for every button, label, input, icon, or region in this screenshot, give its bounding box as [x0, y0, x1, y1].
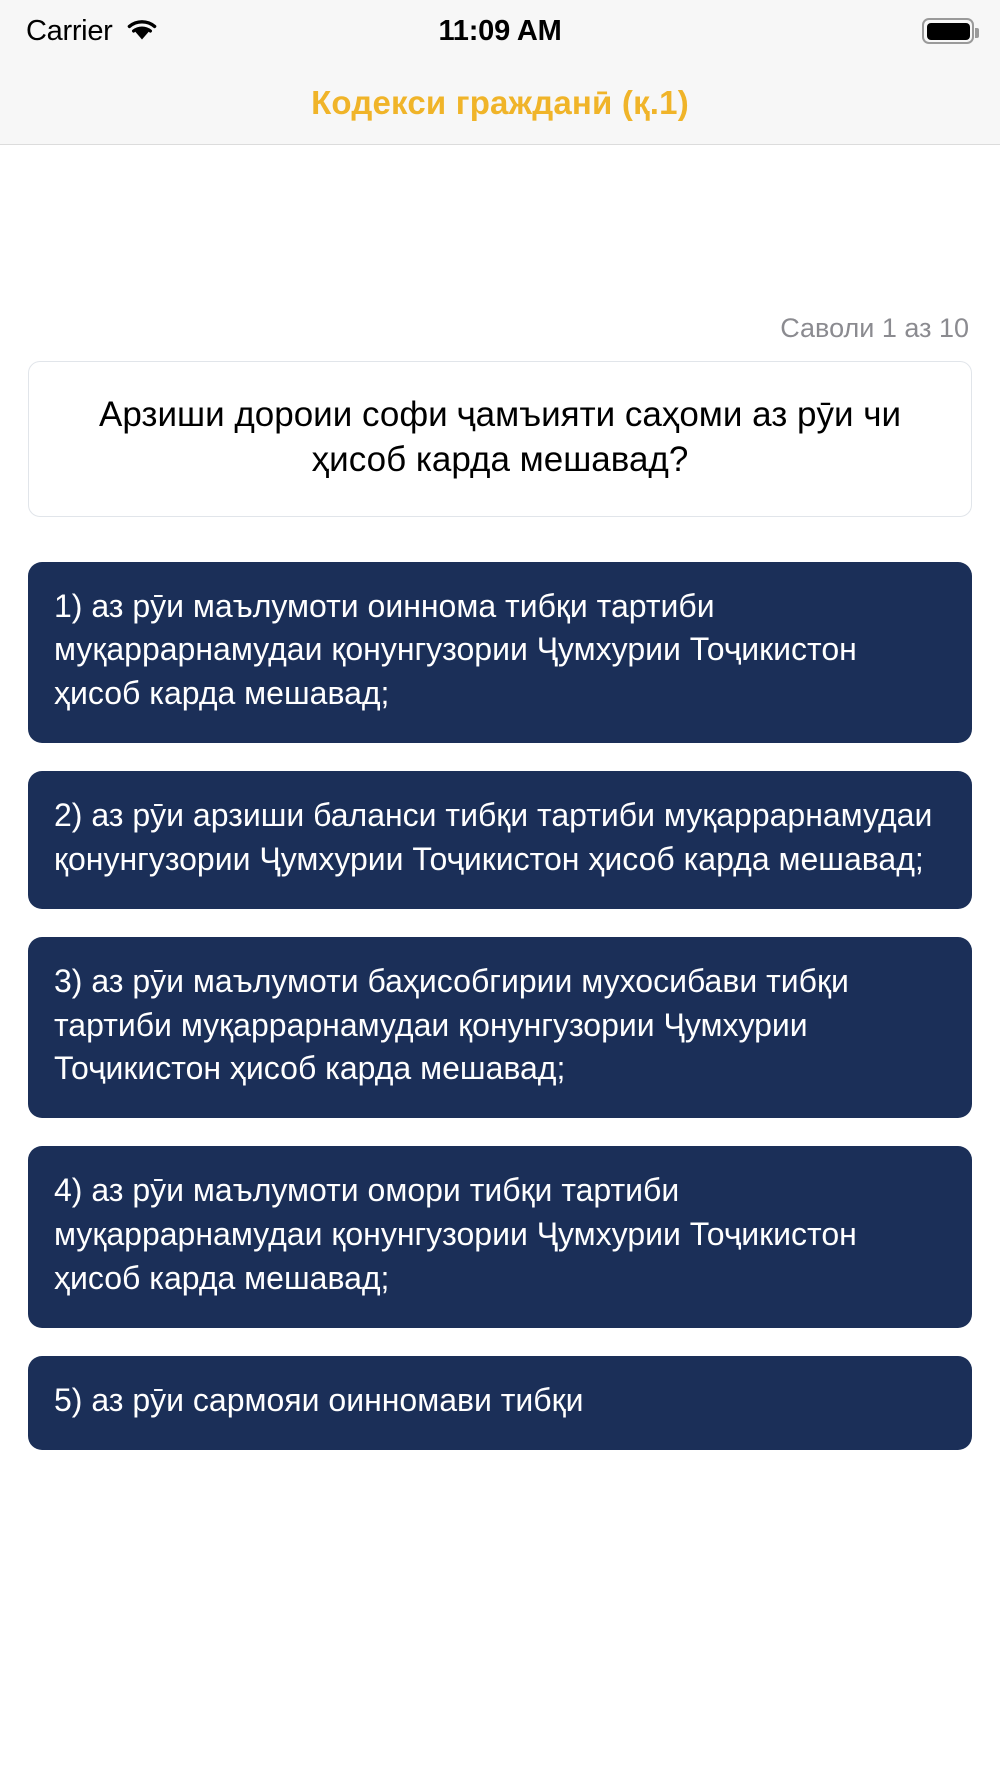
carrier-label: Carrier: [26, 14, 113, 47]
status-bar: [0, 0, 1000, 62]
battery-fill: [927, 23, 970, 40]
navigation-bar: [0, 62, 1000, 145]
answer-option-4[interactable]: 4) аз рӯи маълумоти омори тибқи тартиби муқаррарнамудаи қонунгузории Ҷумхурии Тоҷикистон ҳисоб карда мешавад;: [28, 1146, 972, 1327]
status-time: 11:09 AM: [438, 14, 562, 47]
question-card: [28, 361, 972, 517]
status-bar-left: [26, 15, 159, 48]
quiz-content: [0, 145, 1000, 1778]
answer-option-5[interactable]: 5) аз рӯи сармояи оинномави тибқи: [28, 1356, 972, 1450]
status-bar-right: [922, 18, 974, 44]
answer-option-3[interactable]: 3) аз рӯи маълумоти баҳисобгирии мухосибави тибқи тартиби муқаррарнамудаи қонунгузории Ҷумхурии Тоҷикистон ҳисоб карда мешавад;: [28, 937, 972, 1118]
answer-list: [28, 562, 972, 1450]
question-counter: Саволи 1 аз 10: [780, 313, 969, 343]
page-title: Кодекси гражданӣ (қ.1): [311, 84, 689, 121]
answer-option-1[interactable]: 1) аз рӯи маълумоти оиннома тибқи тартиби муқаррарнамудаи қонунгузории Ҷумхурии Тоҷикистон ҳисоб карда мешавад;: [28, 562, 972, 743]
wifi-icon: [125, 16, 159, 47]
battery-full-icon: [922, 18, 974, 44]
question-text: Арзиши дороии софи ҷамъияти саҳоми аз рӯи чи ҳисоб карда мешавад?: [98, 395, 902, 479]
answer-option-2[interactable]: 2) аз рӯи арзиши баланси тибқи тартиби муқаррарнамудаи қонунгузории Ҷумхурии Тоҷикистон ҳисоб карда мешавад;: [28, 771, 972, 909]
